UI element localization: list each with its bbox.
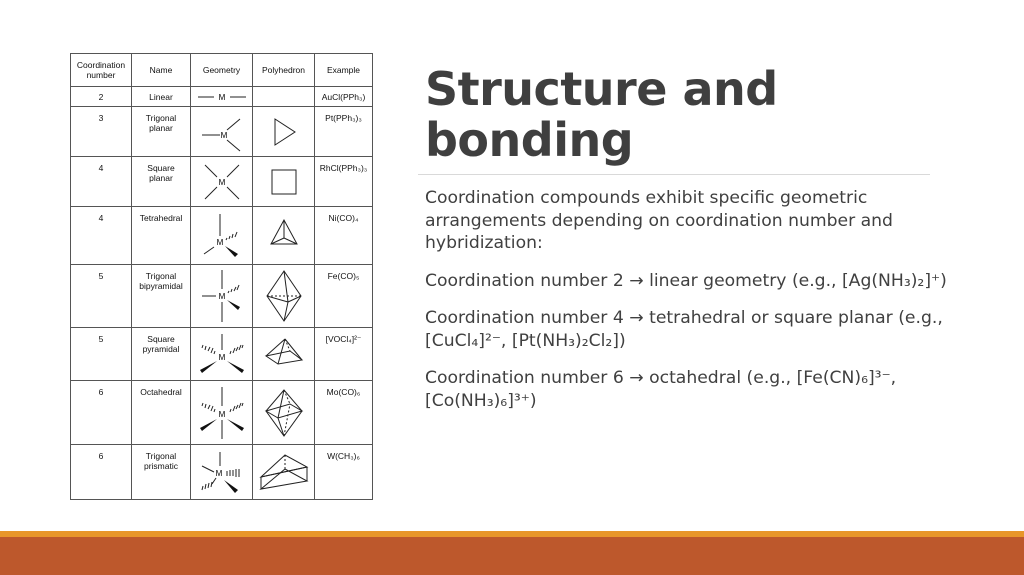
name-line: pyramidal xyxy=(142,344,180,354)
cn-cell: 3 xyxy=(71,107,132,157)
name-line: Trigonal xyxy=(145,113,177,123)
example-cell: Mo(CO)₆ xyxy=(315,381,373,445)
trigonal-prism-icon xyxy=(257,451,311,493)
name-line: Linear xyxy=(149,91,173,102)
cn2-paragraph: Coordination number 2 → linear geometry (e.g., [Ag(NH₃)₂]⁺) xyxy=(425,270,947,291)
polyhedron-cell xyxy=(253,445,315,500)
name-cell xyxy=(132,265,191,328)
square-pyramid-icon xyxy=(262,334,306,374)
table-row xyxy=(71,265,373,328)
cn-cell: 6 xyxy=(71,381,132,445)
header-example: Example xyxy=(315,54,373,87)
cn6-paragraph: Coordination number 6 → octahedral (e.g., [Fe(CN)₆]³⁻, [Co(NH₃)₆]³⁺) xyxy=(425,368,897,411)
metal-label: M xyxy=(218,409,225,419)
metal-label: M xyxy=(218,92,225,102)
name-line: Octahedral xyxy=(140,387,182,397)
cn-cell: 5 xyxy=(71,328,132,381)
trigonal-bipyramid-icon xyxy=(262,268,306,324)
geometry-cell xyxy=(191,381,253,445)
example-cell: Ni(CO)₄ xyxy=(315,207,373,265)
cn-cell: 5 xyxy=(71,265,132,328)
linear-geometry-icon xyxy=(192,90,252,104)
trigonal-prismatic-geometry-icon xyxy=(192,448,252,496)
table-row xyxy=(71,445,373,500)
example-cell: RhCl(PPh₃)₃ xyxy=(315,157,373,207)
name-line: Trigonal xyxy=(145,271,177,281)
footer-band xyxy=(0,537,1024,575)
example-cell: AuCl(PPh₃) xyxy=(315,87,373,107)
geometry-cell xyxy=(191,445,253,500)
square-icon xyxy=(264,164,304,200)
name-cell xyxy=(132,157,191,207)
header-geometry: Geometry xyxy=(191,54,253,87)
octahedral-geometry-icon xyxy=(192,384,252,442)
trigonal-planar-geometry-icon xyxy=(192,110,252,154)
name-line: Square xyxy=(147,334,175,344)
name-cell xyxy=(132,328,191,381)
geometry-cell xyxy=(191,265,253,328)
name-line: Tetrahedral xyxy=(139,213,183,223)
title-divider xyxy=(418,174,930,175)
name-line: prismatic xyxy=(143,461,178,471)
table-row xyxy=(71,207,373,265)
polyhedron-cell xyxy=(253,87,315,107)
metal-label: M xyxy=(218,177,225,187)
header-name: Name xyxy=(132,54,191,87)
square-pyramidal-geometry-icon xyxy=(192,330,252,378)
name-line: planar xyxy=(149,123,173,133)
metal-label: M xyxy=(218,292,225,301)
header-coordination-number xyxy=(71,54,132,87)
polyhedron-cell xyxy=(253,107,315,157)
name-line: Trigonal xyxy=(145,451,177,461)
octahedron-icon xyxy=(262,387,306,439)
intro-paragraph: Coordination compounds exhibit specific geometric arrangements depending on coordination number and hybridization: xyxy=(425,188,893,253)
polyhedron-cell xyxy=(253,157,315,207)
geometry-cell xyxy=(191,107,253,157)
table-row xyxy=(71,87,373,107)
example-cell: Fe(CO)₅ xyxy=(315,265,373,328)
trigonal-bipyramidal-geometry-icon xyxy=(192,267,252,325)
metal-label: M xyxy=(220,130,227,140)
table-header-row xyxy=(71,54,373,87)
triangle-icon xyxy=(264,114,304,150)
square-planar-geometry-icon xyxy=(192,160,252,204)
name-cell xyxy=(132,381,191,445)
name-cell xyxy=(132,445,191,500)
polyhedron-cell xyxy=(253,207,315,265)
geometry-cell xyxy=(191,328,253,381)
header-polyhedron: Polyhedron xyxy=(253,54,315,87)
geometry-cell xyxy=(191,87,253,107)
example-cell: W(CH₃)₆ xyxy=(315,445,373,500)
cn-cell: 6 xyxy=(71,445,132,500)
name-line: planar xyxy=(149,173,173,183)
slide-body-text xyxy=(425,187,975,427)
tetrahedron-icon xyxy=(264,214,304,258)
metal-label: M xyxy=(216,237,223,247)
cn-cell: 4 xyxy=(71,157,132,207)
name-cell xyxy=(132,207,191,265)
table-row xyxy=(71,328,373,381)
example-cell: [VOCl₄]²⁻ xyxy=(315,328,373,381)
geometry-cell xyxy=(191,207,253,265)
cn-cell: 4 xyxy=(71,207,132,265)
polyhedron-cell xyxy=(253,381,315,445)
table-row xyxy=(71,381,373,445)
header-cn-line2: number xyxy=(86,70,116,80)
coordination-geometry-table xyxy=(70,53,373,500)
metal-label: M xyxy=(215,469,222,478)
coordination-geometry-table-figure xyxy=(70,53,372,499)
example-cell: Pt(PPh₃)₃ xyxy=(315,107,373,157)
tetrahedral-geometry-icon xyxy=(192,210,252,262)
cn-cell: 2 xyxy=(71,87,132,107)
header-cn-line1: Coordination xyxy=(76,60,126,70)
name-line: Square xyxy=(147,163,175,173)
table-row xyxy=(71,107,373,157)
polyhedron-cell xyxy=(253,328,315,381)
geometry-cell xyxy=(191,157,253,207)
polyhedron-cell xyxy=(253,265,315,328)
name-line: bipyramidal xyxy=(139,281,183,291)
metal-label: M xyxy=(218,353,225,362)
slide-title: Structure and bonding xyxy=(425,62,778,167)
cn4-paragraph: Coordination number 4 → tetrahedral or square planar (e.g., [CuCl₄]²⁻, [Pt(NH₃)₂Cl₂]) xyxy=(425,308,943,351)
table-row xyxy=(71,157,373,207)
name-cell xyxy=(132,87,191,107)
name-cell xyxy=(132,107,191,157)
